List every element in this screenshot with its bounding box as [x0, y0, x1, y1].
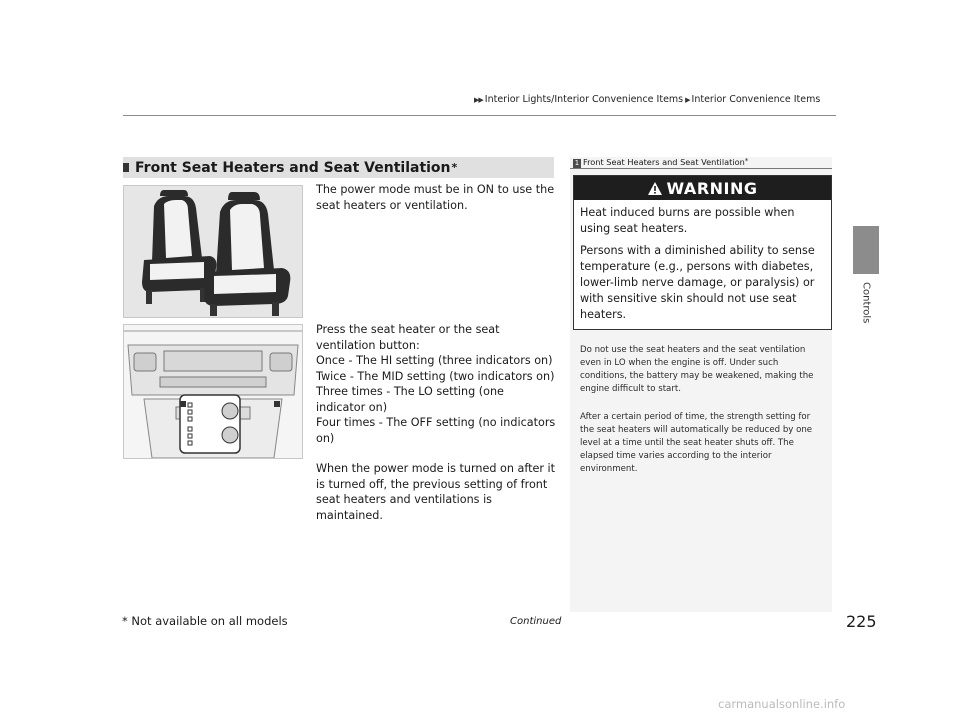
intro-paragraph: The power mode must be in ON to use the seat heaters or ventilation. [316, 183, 555, 212]
breadcrumb [472, 94, 820, 105]
section-tab-marker [853, 226, 879, 274]
section-tab-label: Controls [860, 282, 872, 324]
header-rule [123, 115, 836, 116]
arrow-icon: ▶ [685, 95, 690, 104]
warning-text-burns: Heat induced burns are possible when using seat heaters. [580, 206, 795, 235]
setting-twice: Twice - The MID setting (two indicators on) [316, 369, 555, 383]
continued-label: Continued [510, 616, 562, 627]
double-arrow-icon: ▶▶ [474, 95, 483, 104]
warning-box [573, 175, 832, 330]
sidebar-title: 1 Front Seat Heaters and Seat Ventilation* [574, 157, 749, 167]
section-title: Front Seat Heaters and Seat Ventilation [135, 159, 451, 176]
seats-illustration [123, 185, 303, 318]
page-number: 225 [846, 612, 877, 631]
setting-once: Once - The HI setting (three indicators on) [316, 354, 553, 367]
section-asterisk: * [451, 161, 458, 174]
section-square-icon [123, 163, 129, 172]
breadcrumb-item-1[interactable]: Interior Lights/Interior Convenience Items [484, 94, 684, 105]
press-intro: Press the seat heater or the seat ventilation button: [316, 323, 500, 352]
section-header [123, 157, 554, 178]
warning-header [574, 176, 831, 200]
dashboard-controls-illustration [123, 324, 303, 459]
note-auto-reduce: After a certain period of time, the strength setting for the seat heaters will automatically be reduced by one level at a time until the seat heater shuts off. The elapsed time varies according to the interior environment. [580, 412, 813, 474]
watermark: carmanualsonline.info [718, 697, 846, 711]
sidebar-rule [570, 168, 832, 169]
warning-body [574, 200, 831, 323]
setting-four-times: Four times - The OFF setting (no indicators on) [316, 416, 556, 445]
breadcrumb-item-2[interactable]: Interior Convenience Items [691, 94, 821, 105]
power-mode-note: When the power mode is turned on after it is turned off, the previous setting of front seat heaters and ventilations is maintained. [316, 462, 556, 522]
note-battery: Do not use the seat heaters and the seat ventilation even in LO when the engine is off. Under such conditions, the battery may be weakened, making the engine difficult to start. [580, 345, 814, 394]
warning-text-persons: Persons with a diminished ability to sense temperature (e.g., persons with diabetes, lower-limb nerve damage, or paralysis) or with sensitive skin should not use seat heaters. [580, 244, 815, 321]
instructions [316, 322, 556, 523]
reference-number-icon: 1 [574, 159, 580, 167]
warning-triangle-icon [648, 182, 662, 195]
warning-label: WARNING [666, 178, 758, 198]
setting-three-times: Three times - The LO setting (one indicator on) [316, 385, 504, 414]
footnote: * Not available on all models [122, 614, 288, 628]
